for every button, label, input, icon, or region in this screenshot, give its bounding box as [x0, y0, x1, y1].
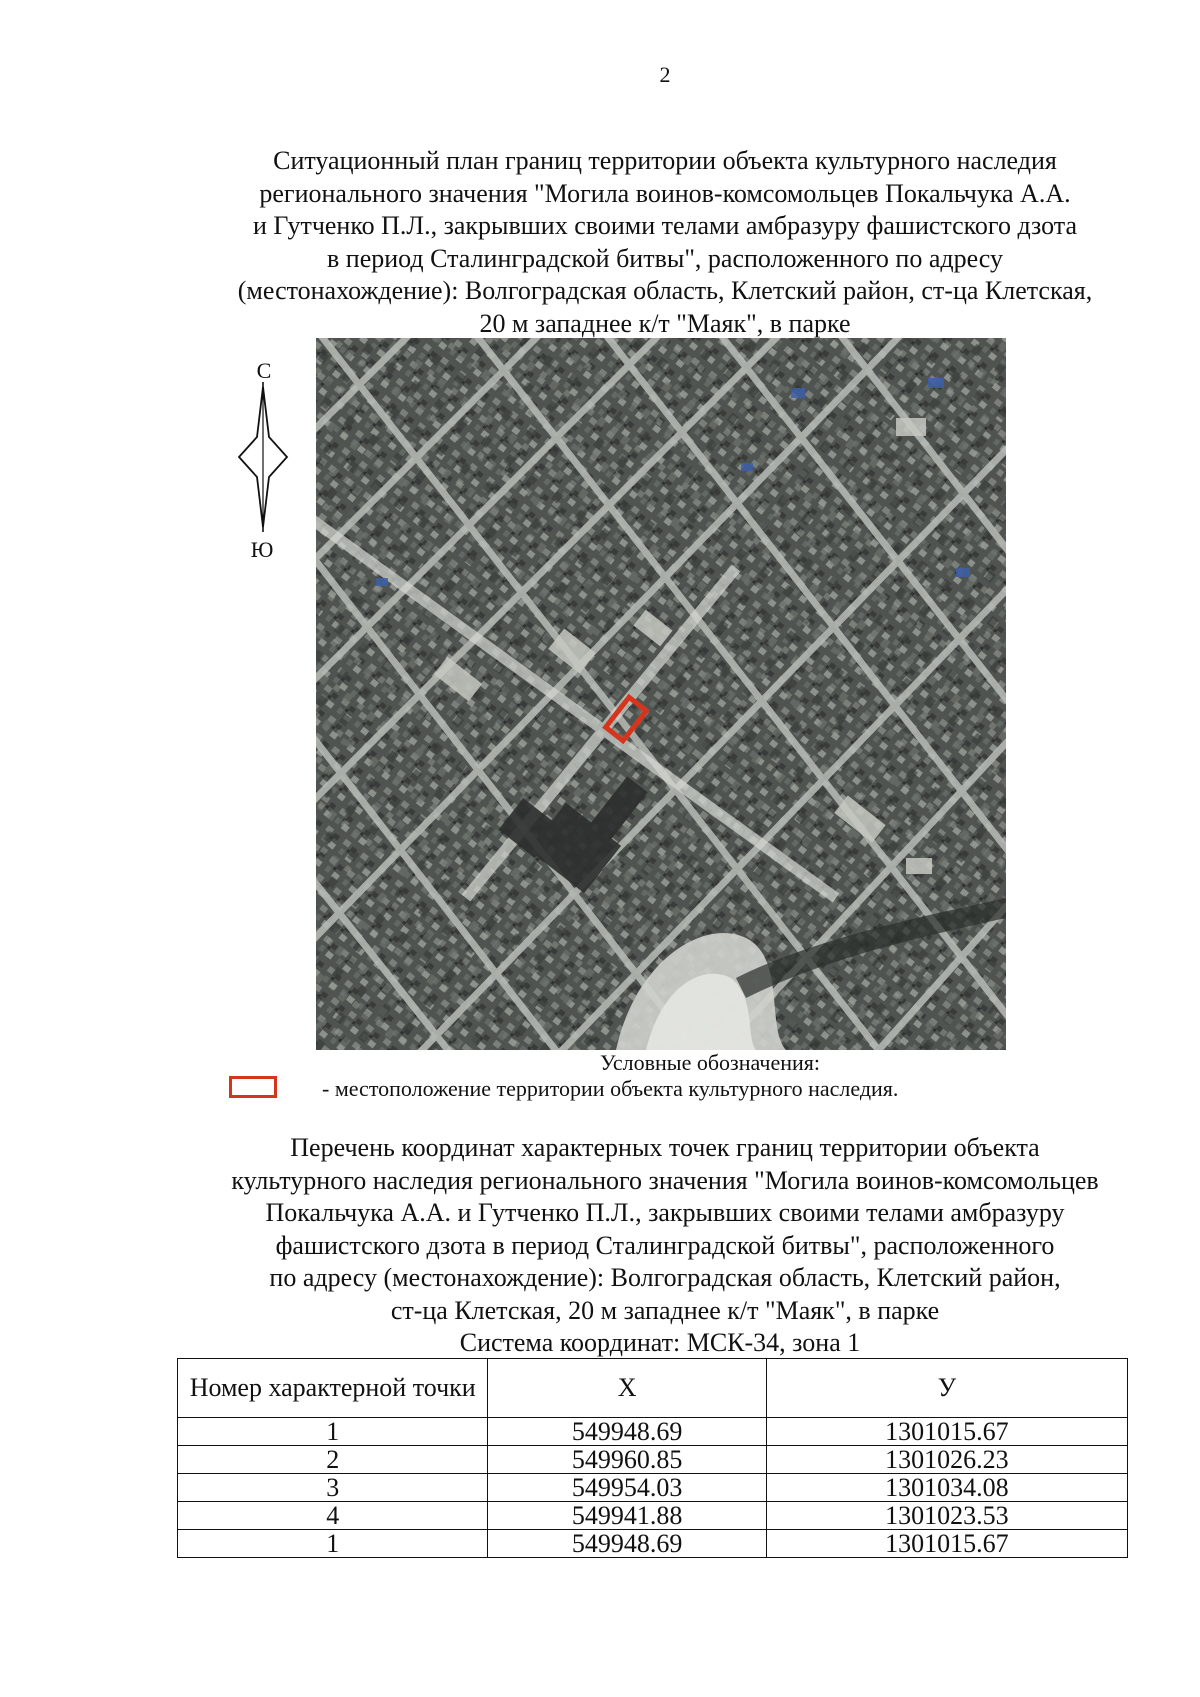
x-cell: 549954.03: [488, 1474, 766, 1502]
page-number: 2: [659, 62, 671, 87]
title-line: 20 м западнее к/т "Маяк", в парке: [479, 308, 851, 338]
satellite-map: [316, 338, 1006, 1050]
table-header-row: [178, 1359, 1128, 1418]
y-cell: 1301015.67: [766, 1418, 1127, 1446]
table-row: [178, 1474, 1128, 1502]
table-row: [178, 1502, 1128, 1530]
column-header-y: У: [766, 1359, 1127, 1418]
point-number-cell: 3: [178, 1474, 488, 1502]
title-line: Перечень координат характерных точек границ территории объекта: [290, 1133, 1040, 1162]
title-line: по адресу (местонахождение): Волгоградская область, Клетский район,: [269, 1263, 1061, 1292]
table-row: [178, 1418, 1128, 1446]
title-line: и Гутченко П.Л., закрывших своими телами амбразуру фашистского дзота: [253, 211, 1077, 240]
x-cell: 549948.69: [488, 1530, 766, 1558]
y-cell: 1301023.53: [766, 1502, 1127, 1530]
point-number-cell: 4: [178, 1502, 488, 1530]
point-number-cell: 1: [178, 1418, 488, 1446]
coordinates-list-title: [150, 1132, 1180, 1327]
title-line: Ситуационный план границ территории объекта культурного наследия: [273, 146, 1057, 175]
title-line: фашистского дзота в период Сталинградской битвы", расположенного: [275, 1230, 1055, 1260]
y-cell: 1301026.23: [766, 1446, 1127, 1474]
title-line: ст-ца Клетская, 20 м западнее к/т "Маяк", в парке: [390, 1295, 940, 1325]
y-cell: 1301034.08: [766, 1474, 1127, 1502]
x-cell: 549941.88: [488, 1502, 766, 1530]
legend-title: Условные обозначения:: [599, 1050, 821, 1075]
coordinate-system-label: Система координат: МСК-34, зона 1: [459, 1328, 861, 1357]
title-line: (местонахождение): Волгоградская область, Клетский район, ст-ца Клетская,: [237, 276, 1093, 305]
compass-arrow-icon: [236, 382, 290, 537]
y-cell: 1301015.67: [766, 1530, 1127, 1558]
column-header-point-number: Номер характерной точки: [178, 1359, 488, 1418]
situational-plan-title: [150, 145, 1180, 340]
table-row: [178, 1530, 1128, 1558]
title-line: Покальчука А.А. и Гутченко П.Л., закрывших своими телами амбразуру: [265, 1198, 1065, 1227]
legend-boundary-symbol: [229, 1076, 277, 1098]
legend-item-text: - местоположение территории объекта культурного наследия.: [322, 1076, 899, 1101]
point-number-cell: 2: [178, 1446, 488, 1474]
title-line: регионального значения "Могила воинов-комсомольцев Покальчука А.А.: [259, 178, 1071, 208]
x-cell: 549960.85: [488, 1446, 766, 1474]
compass-north-label: С: [256, 358, 272, 383]
coordinates-table: [177, 1358, 1128, 1558]
point-number-cell: 1: [178, 1530, 488, 1558]
column-header-x: Х: [488, 1359, 766, 1418]
title-line: культурного наследия регионального значения "Могила воинов-комсомольцев: [231, 1165, 1099, 1195]
title-line: в период Сталинградской битвы", расположенного по адресу: [327, 243, 1003, 273]
table-row: [178, 1446, 1128, 1474]
x-cell: 549948.69: [488, 1418, 766, 1446]
compass-south-label: Ю: [250, 537, 274, 562]
